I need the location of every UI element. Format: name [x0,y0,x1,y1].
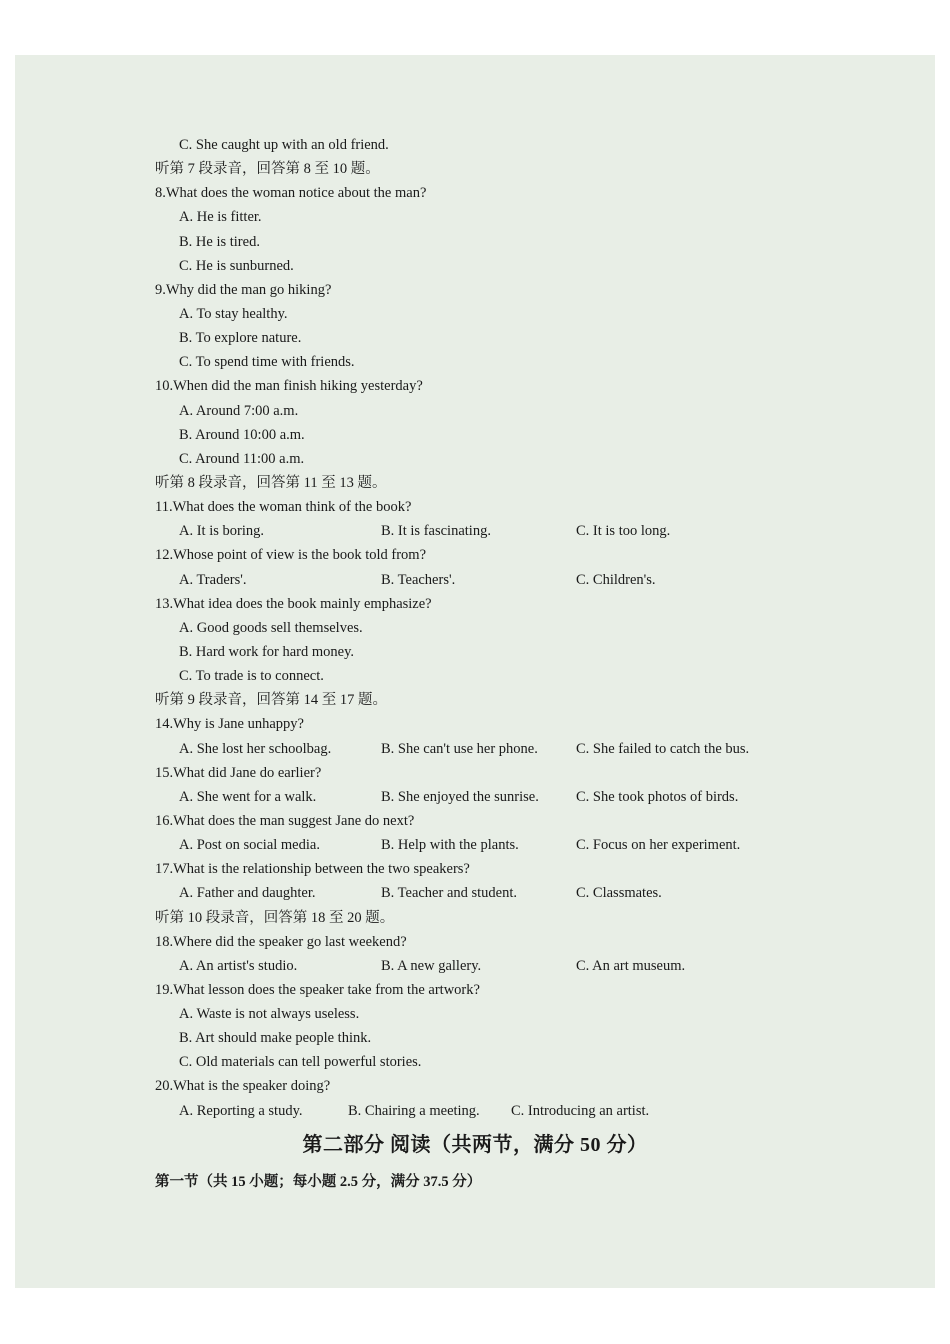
answer-option: C. She failed to catch the bus. [576,740,750,757]
answer-option: A. Waste is not always useless. [179,1006,360,1023]
answer-option: A. Reporting a study. [179,1102,303,1119]
answer-option: A. He is fitter. [179,209,262,226]
answer-option: B. Hard work for hard money. [179,643,355,660]
question-line: 19.What lesson does the speaker take from the artwork? [155,981,480,998]
answer-option: C. Classmates. [576,885,662,902]
question-line: 9.Why did the man go hiking? [155,281,332,298]
answer-option: B. She enjoyed the sunrise. [381,788,539,805]
answer-option: A. Post on social media. [179,837,320,854]
answer-options-row [155,519,795,543]
answer-option: B. She can't use her phone. [381,740,538,757]
answer-option: C. He is sunburned. [179,257,294,274]
question-line: 15.What did Jane do earlier? [155,764,322,781]
answer-option: C. Old materials can tell powerful stories. [179,1054,422,1071]
answer-option: B. Art should make people think. [179,1030,372,1047]
question-line: 20.What is the speaker doing? [155,1078,331,1095]
question-line: 听第 9 段录音，回答第 14 至 17 题。 [155,692,387,709]
question-line: 听第 8 段录音，回答第 11 至 13 题。 [155,474,387,491]
answer-option: B. Chairing a meeting. [348,1102,480,1119]
question-line: 14.Why is Jane unhappy? [155,716,304,733]
answer-options-row [155,785,795,809]
answer-option: C. Children's. [576,571,656,588]
answer-option: A. She went for a walk. [179,788,317,805]
answer-option: C. To trade is to connect. [179,668,324,685]
section-title: 第二部分 阅读（共两节，满分 50 分） [302,1134,648,1156]
answer-option: C. Introducing an artist. [511,1102,650,1119]
question-line: 16.What does the man suggest Jane do next? [155,812,415,829]
answer-options-row [155,881,795,905]
question-line: 18.Where did the speaker go last weekend? [155,933,407,950]
exam-content [155,133,795,1123]
answer-option: C. It is too long. [576,523,671,540]
answer-option: A. She lost her schoolbag. [179,740,332,757]
question-line: 17.What is the relationship between the two speakers? [155,861,470,878]
question-line: 听第 10 段录音，回答第 18 至 20 题。 [155,909,395,926]
answer-option: A. Good goods sell themselves. [179,619,363,636]
answer-option: C. Around 11:00 a.m. [179,450,305,467]
answer-option: B. Teacher and student. [381,885,518,902]
answer-options-row [155,737,795,761]
answer-option: C. Focus on her experiment. [576,837,741,854]
answer-option: B. To explore nature. [179,330,302,347]
answer-option: A. It is boring. [179,523,264,540]
answer-options-row [155,568,795,592]
answer-option: B. It is fascinating. [381,523,491,540]
answer-option: C. She caught up with an old friend. [179,137,389,153]
answer-option: A. Around 7:00 a.m. [179,402,299,419]
answer-option: B. He is tired. [179,233,260,250]
answer-option: A. Traders'. [179,571,247,588]
answer-option: C. She took photos of birds. [576,788,739,805]
subsection-title: 第一节（共 15 小题；每小题 2.5 分，满分 37.5 分） [155,1174,482,1190]
answer-options-row [155,1099,795,1123]
answer-option: A. Father and daughter. [179,885,316,902]
question-line: 12.Whose point of view is the book told from? [155,547,427,564]
question-line: 11.What does the woman think of the book? [155,499,412,516]
answer-option: B. Teachers'. [381,571,456,588]
question-line: 听第 7 段录音，回答第 8 至 10 题。 [155,161,380,178]
question-line: 10.When did the man finish hiking yesterday? [155,378,423,395]
answer-option: A. An artist's studio. [179,957,298,974]
answer-options-row [155,833,795,857]
answer-option: B. Around 10:00 a.m. [179,426,305,443]
answer-option: B. Help with the plants. [381,837,519,854]
answer-option: A. To stay healthy. [179,305,288,322]
answer-option: C. An art museum. [576,957,686,974]
answer-option: C. To spend time with friends. [179,354,355,371]
answer-option: B. A new gallery. [381,957,482,974]
answer-options-row [155,954,795,978]
question-line: 8.What does the woman notice about the man? [155,185,427,202]
question-line: 13.What idea does the book mainly emphasize? [155,595,432,612]
